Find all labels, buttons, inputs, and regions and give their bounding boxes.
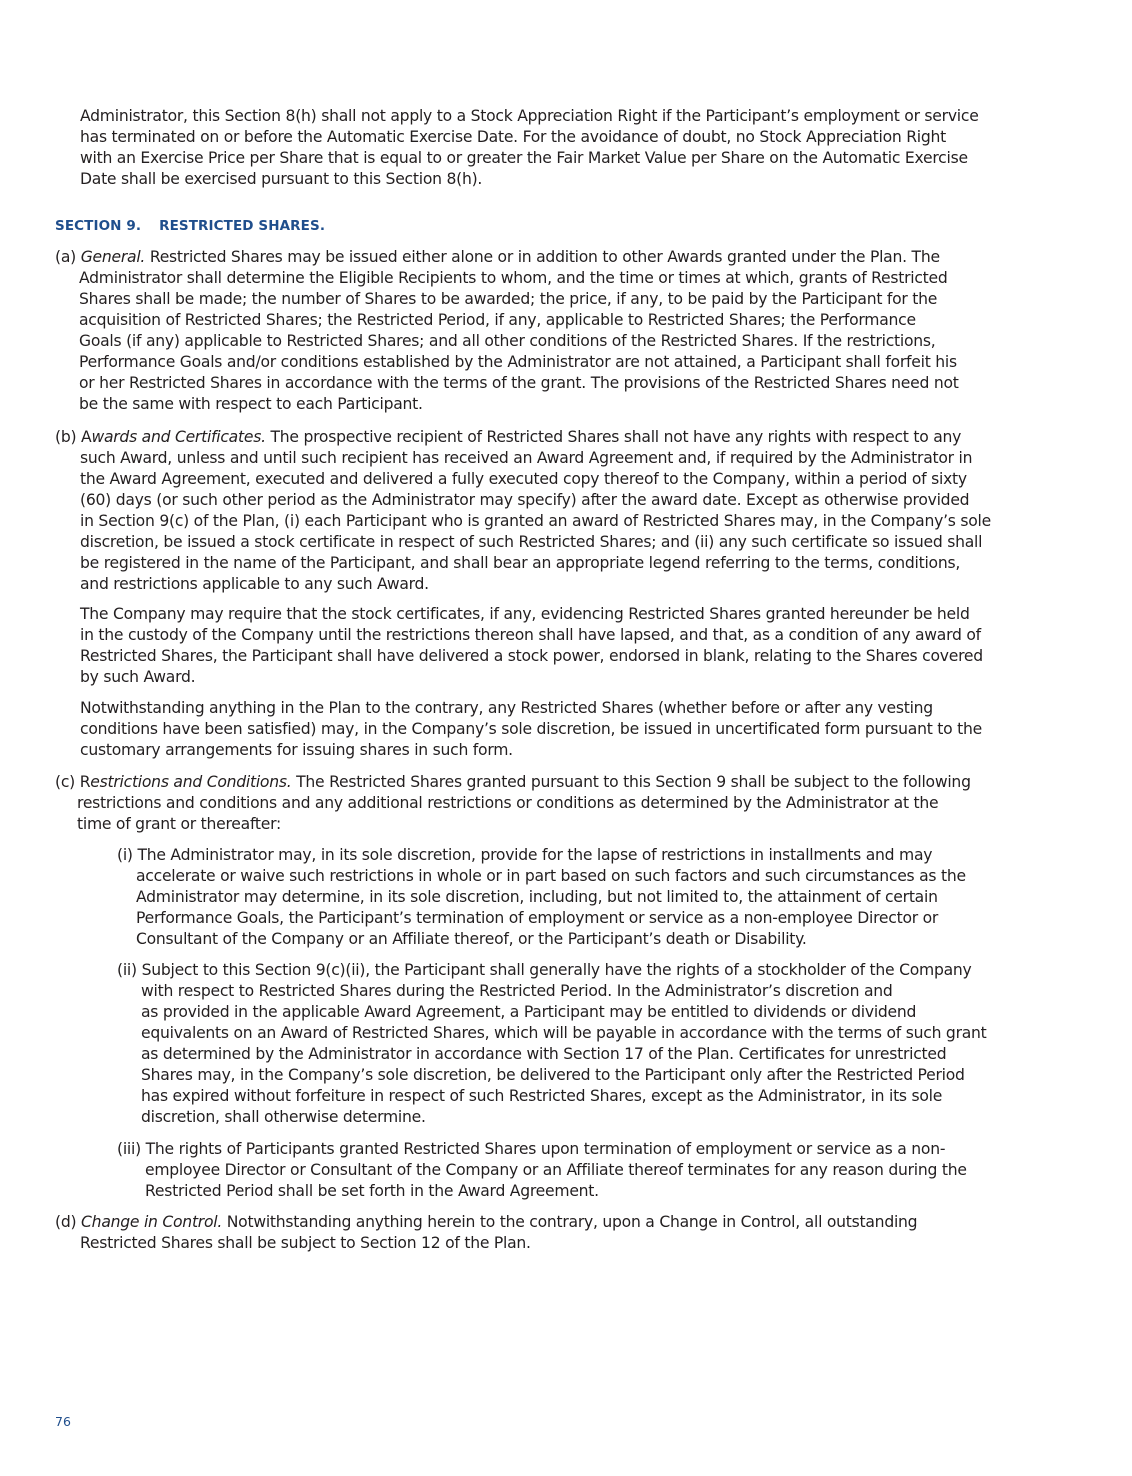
item-label: (ii) bbox=[117, 961, 137, 979]
section-heading bbox=[55, 218, 325, 234]
section-title: RESTRICTED SHARES. bbox=[159, 218, 326, 234]
text-line bbox=[55, 772, 971, 793]
text-line: Restricted Period shall be set forth in the Award Agreement. bbox=[145, 1182, 599, 1200]
text-line: accelerate or waive such restrictions in whole or in part based on such factors and such circumstances as the bbox=[136, 867, 966, 885]
text-line: Administrator may determine, in its sole discretion, including, but not limited to, the attainment of certain bbox=[136, 888, 938, 906]
text-line: Date shall be exercised pursuant to this Section 8(h). bbox=[80, 170, 483, 188]
text-line: Goals (if any) applicable to Restricted Shares; and all other conditions of the Restricted Shares. If the restrictions, bbox=[79, 332, 936, 350]
item-label: (c) R bbox=[55, 773, 91, 791]
text-line: Performance Goals and/or conditions established by the Administrator are not attained, a Participant shall forfeit his bbox=[79, 353, 957, 371]
text-run: Notwithstanding anything herein to the contrary, upon a Change in Control, all outstanding bbox=[222, 1213, 918, 1231]
text-run: The rights of Participants granted Restricted Shares upon termination of employment or service as a non- bbox=[145, 1140, 946, 1158]
text-line: Performance Goals, the Participant’s termination of employment or service as a non-employee Director or bbox=[136, 909, 939, 927]
text-line: or her Restricted Shares in accordance with the terms of the grant. The provisions of the Restricted Shares need not bbox=[79, 374, 959, 392]
text-line: Notwithstanding anything in the Plan to the contrary, any Restricted Shares (whether before or after any vesting bbox=[80, 699, 933, 717]
text-line: Consultant of the Company or an Affiliate thereof, or the Participant’s death or Disability. bbox=[136, 930, 807, 948]
page-number: 76 bbox=[55, 1414, 71, 1429]
text-line: equivalents on an Award of Restricted Shares, which will be payable in accordance with the terms of such grant bbox=[141, 1024, 987, 1042]
item-label: (a) bbox=[55, 248, 76, 266]
text-run: The prospective recipient of Restricted Shares shall not have any rights with respect to any bbox=[265, 428, 962, 446]
text-line: and restrictions applicable to any such Award. bbox=[80, 575, 429, 593]
text-line: Shares may, in the Company’s sole discretion, be delivered to the Participant only after the Restricted Period bbox=[141, 1066, 965, 1084]
text-line bbox=[55, 1212, 917, 1233]
section-number: SECTION 9. bbox=[55, 218, 142, 234]
text-line: conditions have been satisfied) may, in the Company’s sole discretion, be issued in uncertificated form pursuant to the bbox=[80, 720, 982, 738]
text-line: (60) days (or such other period as the Administrator may specify) after the award date. Except as otherwise provided bbox=[80, 491, 970, 509]
text-run: The Restricted Shares granted pursuant to this Section 9 shall be subject to the following bbox=[291, 773, 971, 791]
text-run: Restricted Shares may be issued either alone or in addition to other Awards granted under the Plan. The bbox=[145, 248, 940, 266]
text-line: as provided in the applicable Award Agreement, a Participant may be entitled to dividends or dividend bbox=[141, 1003, 917, 1021]
text-line: in the custody of the Company until the restrictions thereon shall have lapsed, and that, as a condition of any award of bbox=[80, 626, 981, 644]
item-heading: wards and Certificates. bbox=[91, 428, 266, 446]
text-line: discretion, be issued a stock certificate in respect of such Restricted Shares; and (ii) any such certificate so issued shall bbox=[80, 533, 983, 551]
item-heading: General. bbox=[80, 248, 146, 266]
text-run: The Administrator may, in its sole discretion, provide for the lapse of restrictions in installments and may bbox=[137, 846, 933, 864]
text-line: with an Exercise Price per Share that is equal to or greater the Fair Market Value per Share on the Automatic Exercise bbox=[80, 149, 968, 167]
text-line: Administrator, this Section 8(h) shall not apply to a Stock Appreciation Right if the Participant’s employment or service bbox=[80, 107, 979, 125]
text-line: employee Director or Consultant of the Company or an Affiliate thereof terminates for any reason during the bbox=[145, 1161, 967, 1179]
text-line: such Award, unless and until such recipient has received an Award Agreement and, if required by the Administrator in bbox=[80, 449, 973, 467]
text-line bbox=[55, 427, 961, 448]
text-line: has expired without forfeiture in respect of such Restricted Shares, except as the Administrator, in its sole bbox=[141, 1087, 943, 1105]
text-line: discretion, shall otherwise determine. bbox=[141, 1108, 426, 1126]
text-line bbox=[55, 247, 940, 268]
text-line: acquisition of Restricted Shares; the Restricted Period, if any, applicable to Restricted Shares; the Performance bbox=[79, 311, 916, 329]
text-line: Administrator shall determine the Eligible Recipients to whom, and the time or times at which, grants of Restricted bbox=[79, 269, 948, 287]
item-label: (i) bbox=[117, 846, 133, 864]
item-heading: Change in Control. bbox=[81, 1213, 223, 1231]
text-run: Subject to this Section 9(c)(ii), the Participant shall generally have the rights of a stockholder of the Company bbox=[141, 961, 972, 979]
text-line: as determined by the Administrator in accordance with Section 17 of the Plan. Certificates for unrestricted bbox=[141, 1045, 947, 1063]
item-label: (iii) bbox=[117, 1140, 141, 1158]
item-label: (d) bbox=[55, 1213, 77, 1231]
text-line: Shares shall be made; the number of Shares to be awarded; the price, if any, to be paid by the Participant for the bbox=[79, 290, 938, 308]
text-line: customary arrangements for issuing shares in such form. bbox=[80, 741, 513, 759]
text-line: Restricted Shares shall be subject to Section 12 of the Plan. bbox=[80, 1234, 531, 1252]
text-line: be registered in the name of the Participant, and shall bear an appropriate legend referring to the terms, conditions, bbox=[80, 554, 961, 572]
item-label: (b) A bbox=[55, 428, 92, 446]
text-line bbox=[117, 845, 932, 866]
text-line: has terminated on or before the Automatic Exercise Date. For the avoidance of doubt, no Stock Appreciation Right bbox=[80, 128, 947, 146]
item-heading: estrictions and Conditions. bbox=[90, 773, 292, 791]
text-line: The Company may require that the stock certificates, if any, evidencing Restricted Shares granted hereunder be held bbox=[80, 605, 970, 623]
text-line bbox=[117, 1139, 945, 1160]
text-line bbox=[117, 960, 972, 981]
text-line: Restricted Shares, the Participant shall have delivered a stock power, endorsed in blank, relating to the Shares covered bbox=[80, 647, 983, 665]
text-line: with respect to Restricted Shares during the Restricted Period. In the Administrator’s discretion and bbox=[141, 982, 893, 1000]
text-line: by such Award. bbox=[80, 668, 196, 686]
text-line: the Award Agreement, executed and delivered a fully executed copy thereof to the Company, within a period of sixty bbox=[80, 470, 967, 488]
text-line: restrictions and conditions and any additional restrictions or conditions as determined by the Administrator at the bbox=[77, 794, 939, 812]
text-line: in Section 9(c) of the Plan, (i) each Participant who is granted an award of Restricted Shares may, in the Company’s sole bbox=[80, 512, 991, 530]
text-line: be the same with respect to each Participant. bbox=[79, 395, 423, 413]
text-line: time of grant or thereafter: bbox=[77, 815, 282, 833]
